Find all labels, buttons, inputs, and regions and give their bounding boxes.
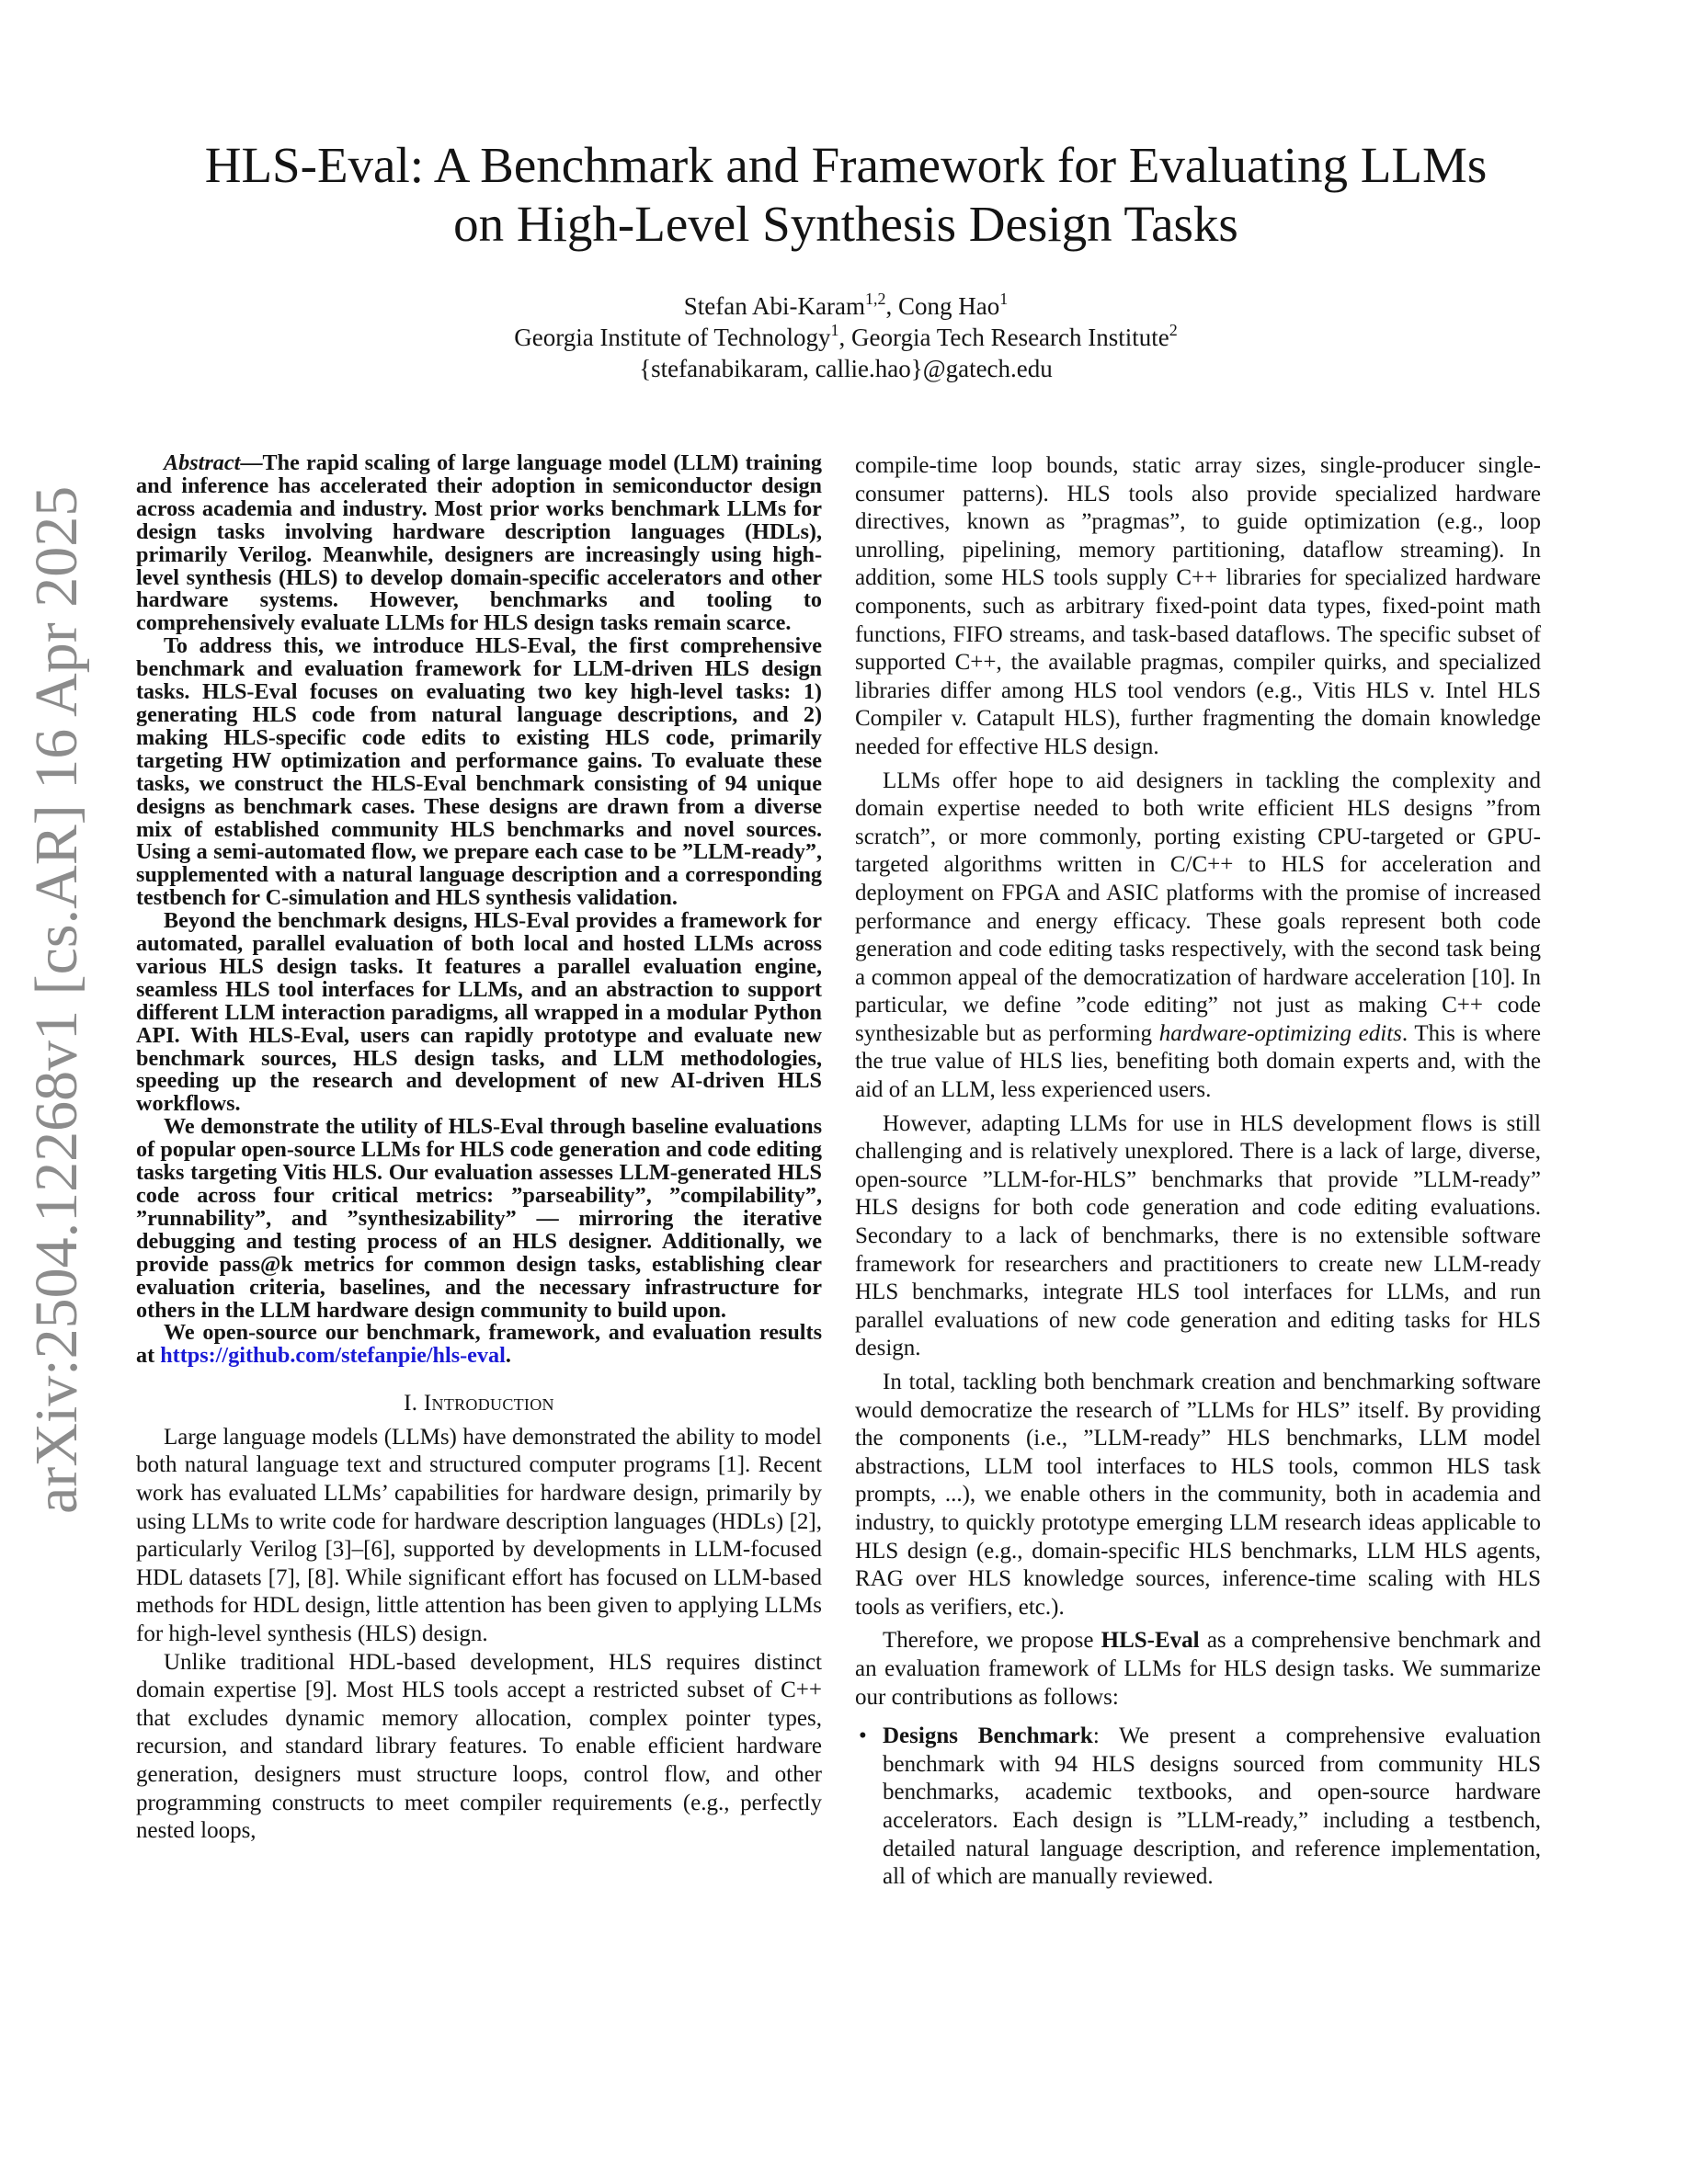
bullet-1-title: Designs Benchmark	[883, 1723, 1093, 1749]
abstract-paragraph-3: Beyond the benchmark designs, HLS-Eval provides a framework for automated, parallel evaluation of both local and hosted LLMs across various HLS design tasks. It features a parallel evaluation engine, seamless HLS tool interfaces for LLMs, and an abstraction to support different LLM interaction paradigms, all wrapped in a modular Python API. With HLS-Eval, users can rapidly prototype and evaluate new benchmark sources, HLS design tasks, and LLM methodologies, speeding up the research and development of new AI-driven HLS workflows.	[136, 908, 822, 1117]
abstract-paragraph-2: To address this, we introduce HLS-Eval, the first comprehensive benchmark and evaluation framework for LLM-driven HLS design tasks. HLS-Eval focuses on evaluating two key high-level tasks: 1) generating HLS code from natural language descriptions, and 2) making HLS-specific code edits to existing HLS code, primarily targeting HW optimization and performance gains. To evaluate these tasks, we construct the HLS-Eval benchmark consisting of 94 unique designs as benchmark cases. These designs are drawn from a diverse mix of established community HLS benchmarks and novel sources. Using a semi-automated flow, we prepare each case to be ”LLM-ready”, supplemented with a natural language description and a corresponding testbench for C-simulation and HLS synthesis validation.	[136, 633, 822, 911]
author-2: , Cong Hao	[885, 292, 1000, 320]
abstract	[136, 452, 822, 1368]
contribution-bullet-1	[855, 1723, 1541, 1892]
author-emails: {stefanabikaram, callie.hao}@gatech.edu	[639, 355, 1053, 382]
section-heading-introduction	[136, 1390, 822, 1418]
intro-paragraph-2: Unlike traditional HDL-based development, HLS requires distinct domain expertise [9]. Most HLS tools accept a restricted subset of C++ that excludes dynamic memory allocation, complex pointer types, recursion, and standard library features. To enable efficient hardware generation, designers must structure loops, control flow, and other programming constructs to meet compiler requirements (e.g., perfectly nested loops,	[136, 1649, 822, 1844]
left-column	[136, 452, 822, 1846]
abstract-text-1: —The rapid scaling of large language model (LLM) training and inference has accelerated their adoption in semiconductor design across academia and industry. Most prior works benchmark LLMs for design tasks involving hardware description languages (HDLs), primarily Verilog. Meanwhile, designers are increasingly using high-level synthesis (HLS) to develop domain-specific accelerators and other hardware systems. However, benchmarks and tooling to comprehensively evaluate LLMs for HLS design tasks remain scarce.	[136, 450, 822, 636]
title-line-2: on High-Level Synthesis Design Tasks	[453, 196, 1238, 252]
author-2-affil: 1	[999, 290, 1009, 308]
intro-paragraph-1: Large language models (LLMs) have demonstrated the ability to model both natural language text and structured computer programs [1]. Recent work has evaluated LLMs’ capabilities for hardware design, primarily by using LLMs to write code for hardware description languages (HDLs) [2], particularly Verilog [3]–[6], supported by developments in LLM-focused HDL datasets [7], [8]. While significant effort has focused on LLM-based methods for HDL design, little attention has been given to applying LLMs for high-level synthesis (HLS) design.	[136, 1424, 822, 1646]
abstract-paragraph-4: We demonstrate the utility of HLS-Eval through baseline evaluations of popular open-source LLMs for HLS code generation and code editing tasks targeting Vitis HLS. Our evaluation assesses LLM-generated HLS code across four critical metrics: ”parseability”, ”compilability”, ”runnability”, and ”synthesizability” — mirroring the iterative debugging and testing process of an HLS designer. Additionally, we provide pass@k metrics for common design tasks, establishing clear evaluation criteria, baselines, and the necessary infrastructure for others in the LLM hardware design community to build upon.	[136, 1114, 822, 1323]
author-names	[92, 290, 1600, 322]
section-number: I.	[404, 1391, 424, 1416]
affiliation-1: Georgia Institute of Technology	[514, 324, 831, 351]
title-line-1: HLS-Eval: A Benchmark and Framework for Evaluating LLMs	[204, 137, 1488, 193]
right-paragraph-5-text: Therefore, we propose	[883, 1628, 1101, 1654]
author-block	[92, 290, 1600, 384]
arxiv-stamp-text: arXiv:2504.12268v1 [cs.AR] 16 Apr 2025	[23, 485, 90, 1514]
right-paragraph-2-text: LLMs offer hope to aid designers in tackling the complexity and domain expertise needed to both write efficient HLS designs ”from scratch”, or more commonly, porting existing CPU-targeted or GPU-targeted algorithms written in C/C++ to HLS for acceleration and deployment on FPGA and ASIC platforms with the promise of increased performance and energy efficacy. These goals represent both code generation and code editing tasks respectively, with the second task being a common appeal of the democratization of hardware acceleration [10]. In particular, we define ”code editing” not just as making C++ code synthesizable but as performing	[855, 768, 1541, 1046]
affiliation-1-mark: 1	[830, 321, 839, 339]
right-paragraph-2	[855, 768, 1541, 1105]
right-paragraph-2-end: . This is where the true value of HLS lies, benefiting both domain experts and, with the aid of an LLM, less experienced users.	[855, 1020, 1541, 1103]
right-paragraph-5-bold: HLS-Eval	[1101, 1628, 1200, 1654]
bullet-1-body: : We present a comprehensive evaluation benchmark with 94 HLS designs sourced from community HLS benchmarks, academic textbooks, and open-source hardware accelerators. Each design is ”LLM-ready,” including a testbench, detailed natural language description, and reference implementation, all of which are manually reviewed.	[883, 1723, 1541, 1890]
arxiv-stamp	[20, 485, 94, 1514]
right-paragraph-2-emphasis: hardware-optimizing edits	[1158, 1020, 1402, 1046]
github-link[interactable]: https://github.com/stefanpie/hls-eval	[160, 1343, 506, 1369]
bullet-dot: •	[859, 1723, 867, 1749]
affiliation-2-mark: 2	[1169, 321, 1178, 339]
abstract-text-5: We open-source our benchmark, framework, and evaluation results at	[136, 1320, 822, 1369]
paragraph-gap	[855, 1712, 1541, 1717]
paper-title	[92, 136, 1600, 254]
right-paragraph-1: compile-time loop bounds, static array sizes, single-producer single-consumer patterns). HLS tools also provide specialized hardware directives, known as ”pragmas”, to guide optimization (e.g., loop unrolling, pipelining, memory partitioning, dataflow streaming). In addition, some HLS tools supply C++ libraries for specialized hardware components, such as arbitrary fixed-point data types, fixed-point math functions, FIFO streams, and task-based dataflows. The specific subset of supported C++, the available pragmas, compiler quirks, and specialized libraries differ among HLS tool vendors (e.g., Vitis HLS v. Intel HLS Compiler v. Catapult HLS), further fragmenting the domain knowledge needed for effective HLS design.	[855, 453, 1541, 759]
right-paragraph-4: In total, tackling both benchmark creation and benchmarking software would democratize the research of ”LLMs for HLS” itself. By providing the components (i.e., ”LLM-ready” HLS benchmarks, LLM model abstractions, LLM tool interfaces to HLS tools, common HLS task prompts, ...), we enable others in the community, both in academia and industry, to quickly prototype emerging LLM research ideas applicable to HLS design (e.g., domain-specific HLS benchmarks, LLM HLS agents, RAG over HLS knowledge sources, inference-time scaling with HLS tools as verifiers, etc.).	[855, 1370, 1541, 1620]
right-column	[855, 452, 1541, 1892]
right-paragraph-3: However, adapting LLMs for use in HLS development flows is still challenging and is relatively unexplored. There is a lack of large, diverse, open-source ”LLM-for-HLS” benchmarks that provide ”LLM-ready” HLS designs for both code generation and code editing evaluations. Secondary to a lack of benchmarks, there is no extensible software framework for researchers and practitioners to create new LLM-ready HLS benchmarks, integrate HLS tool interfaces for LLMs, and run parallel evaluations of new code generation and editing tasks for HLS design.	[855, 1110, 1541, 1361]
section-title: Introduction	[423, 1391, 554, 1416]
abstract-text-5-end: .	[505, 1343, 511, 1369]
affiliations	[92, 322, 1600, 353]
right-paragraph-5	[855, 1627, 1541, 1712]
author-1-affil: 1,2	[864, 290, 886, 308]
author-1: Stefan Abi-Karam	[683, 292, 865, 320]
abstract-label: Abstract	[164, 450, 241, 475]
abstract-paragraph-5	[136, 1322, 822, 1368]
bullet-1-text	[883, 1723, 1541, 1892]
affiliation-2: , Georgia Tech Research Institute	[838, 324, 1169, 351]
right-paragraph-5-end: as a comprehensive benchmark and an evaluation framework of LLMs for HLS design tasks. We summarize our contributions as follows:	[855, 1628, 1541, 1710]
abstract-paragraph-1	[136, 452, 822, 635]
